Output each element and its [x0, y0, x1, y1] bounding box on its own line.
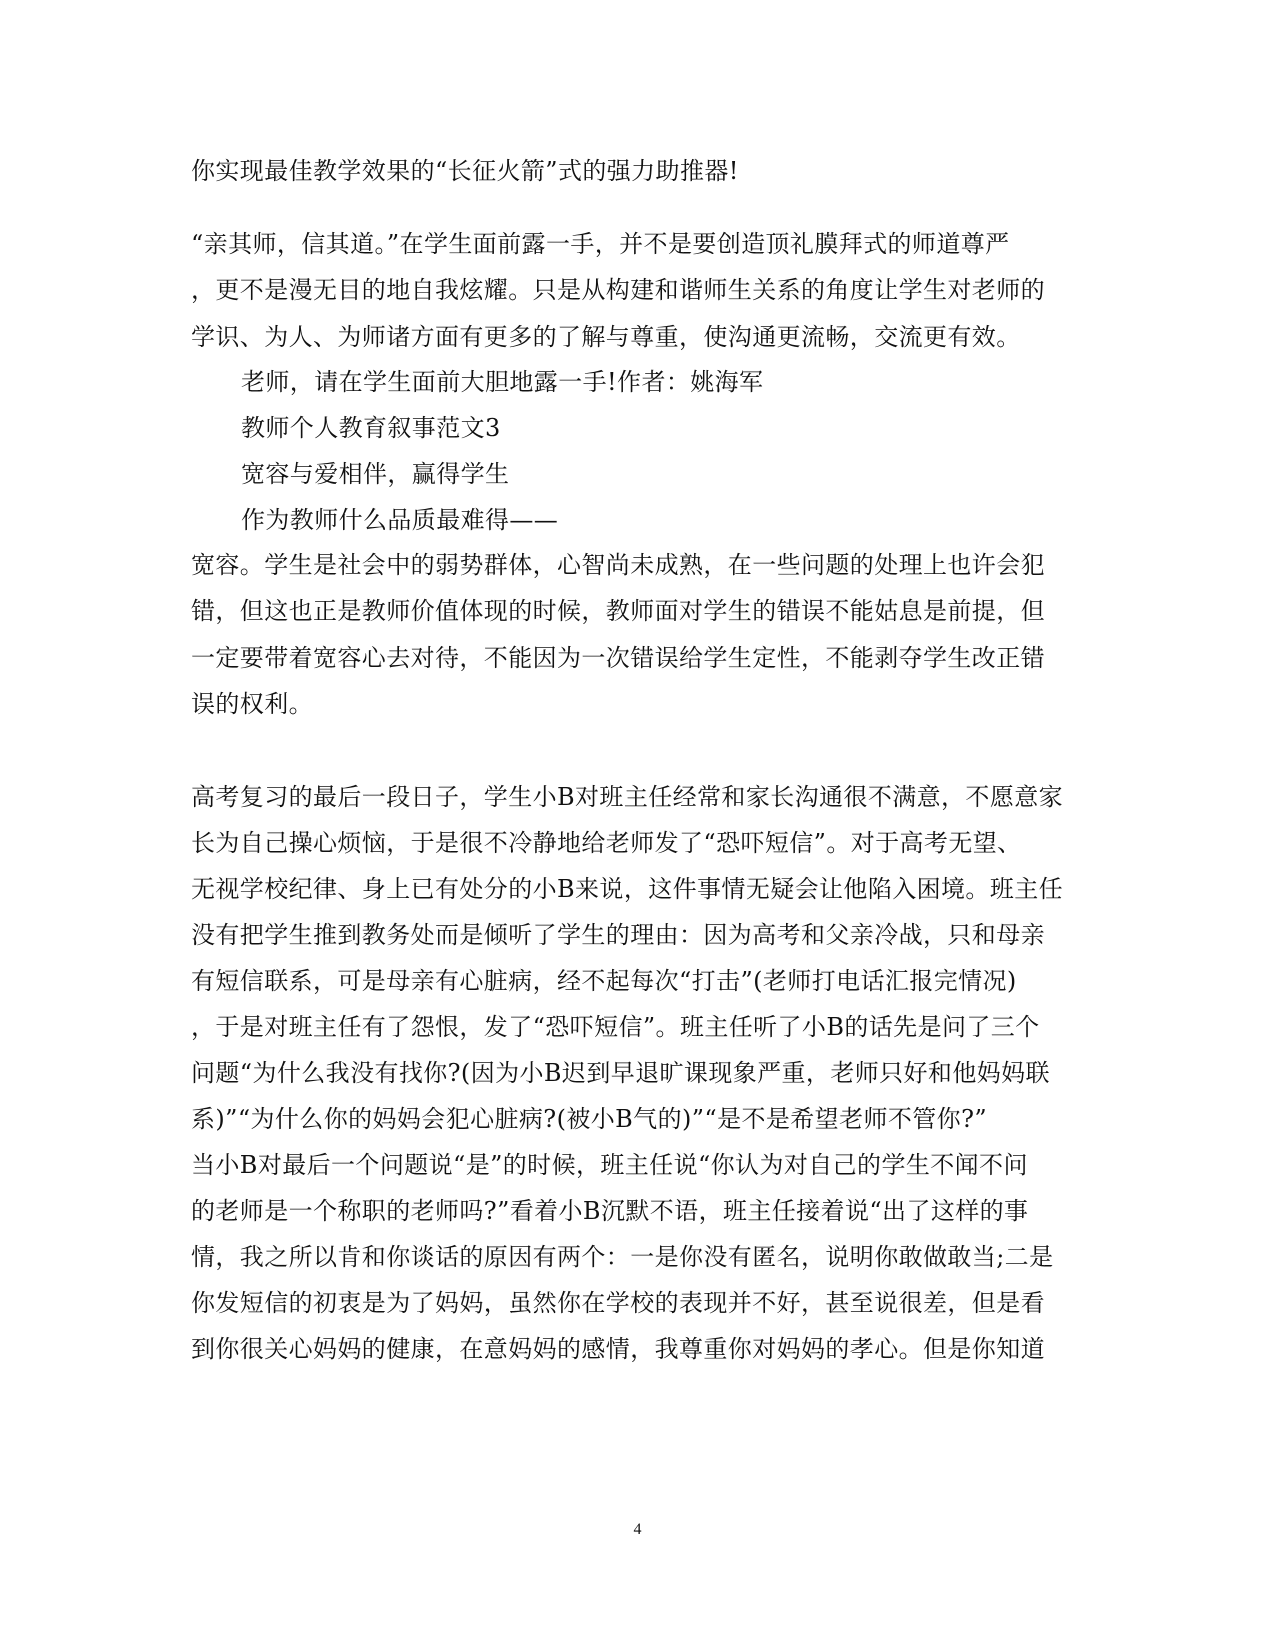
text-line: “亲其师，信其道。”在学生面前露一手，并不是要创造顶礼膜拜式的师道尊严: [191, 230, 1010, 258]
page-number: 4: [633, 1521, 642, 1538]
text-line: 你发短信的初衷是为了妈妈，虽然你在学校的表现并不好，甚至说很差，但是看: [191, 1289, 1045, 1317]
text-line: 学识、为人、为师诸方面有更多的了解与尊重，使沟通更流畅，交流更有效。: [191, 323, 1021, 351]
text-line: 当小B对最后一个问题说“是”的时候，班主任说“你认为对自己的学生不闻不问: [191, 1151, 1028, 1179]
text-line: 没有把学生推到教务处而是倾听了学生的理由：因为高考和父亲冷战，只和母亲: [191, 921, 1045, 949]
text-line: 老师，请在学生面前大胆地露一手!作者：姚海军: [241, 368, 764, 396]
text-line: 情，我之所以肯和你谈话的原因有两个：一是你没有匿名，说明你敢做敢当;二是: [191, 1243, 1054, 1271]
text-line: ，于是对班主任有了怨恨，发了“恐吓短信”。班主任听了小B的话先是问了三个: [191, 1013, 1040, 1041]
section-heading: 教师个人教育叙事范文3: [241, 414, 501, 442]
text-line: 有短信联系，可是母亲有心脏病，经不起每次“打击”(老师打电话汇报完情况): [191, 967, 1017, 995]
text-line: 的老师是一个称职的老师吗?”看着小B沉默不语，班主任接着说“出了这样的事: [191, 1197, 1029, 1225]
text-line: 一定要带着宽容心去对待，不能因为一次错误给学生定性，不能剥夺学生改正错: [191, 644, 1045, 672]
text-line: 高考复习的最后一段日子，学生小B对班主任经常和家长沟通很不满意，不愿意家: [191, 783, 1064, 811]
text-line: 误的权利。: [191, 690, 313, 718]
text-line: 宽容。学生是社会中的弱势群体，心智尚未成熟，在一些问题的处理上也许会犯: [191, 551, 1045, 579]
text-line: ，更不是漫无目的地自我炫耀。只是从构建和谐师生关系的角度让学生对老师的: [191, 276, 1045, 304]
text-line: 错，但这也正是教师价值体现的时候，教师面对学生的错误不能姑息是前提，但: [191, 597, 1045, 625]
article-title: 宽容与爱相伴，赢得学生: [241, 460, 510, 488]
text-line: 长为自己操心烦恼，于是很不冷静地给老师发了“恐吓短信”。对于高考无望、: [191, 829, 1022, 857]
text-line: 你实现最佳教学效果的“长征火箭”式的强力助推器!: [191, 157, 739, 185]
text-line: 到你很关心妈妈的健康，在意妈妈的感情，我尊重你对妈妈的孝心。但是你知道: [191, 1335, 1045, 1363]
text-line: 问题“为什么我没有找你?(因为小B迟到早退旷课现象严重，老师只好和他妈妈联: [191, 1059, 1050, 1087]
text-line: 作为教师什么品质最难得——: [241, 506, 559, 534]
text-line: 无视学校纪律、身上已有处分的小B来说，这件事情无疑会让他陷入困境。班主任: [191, 875, 1064, 903]
text-line: 系)”“为什么你的妈妈会犯心脏病?(被小B气的)”“是不是希望老师不管你?”: [191, 1105, 988, 1133]
